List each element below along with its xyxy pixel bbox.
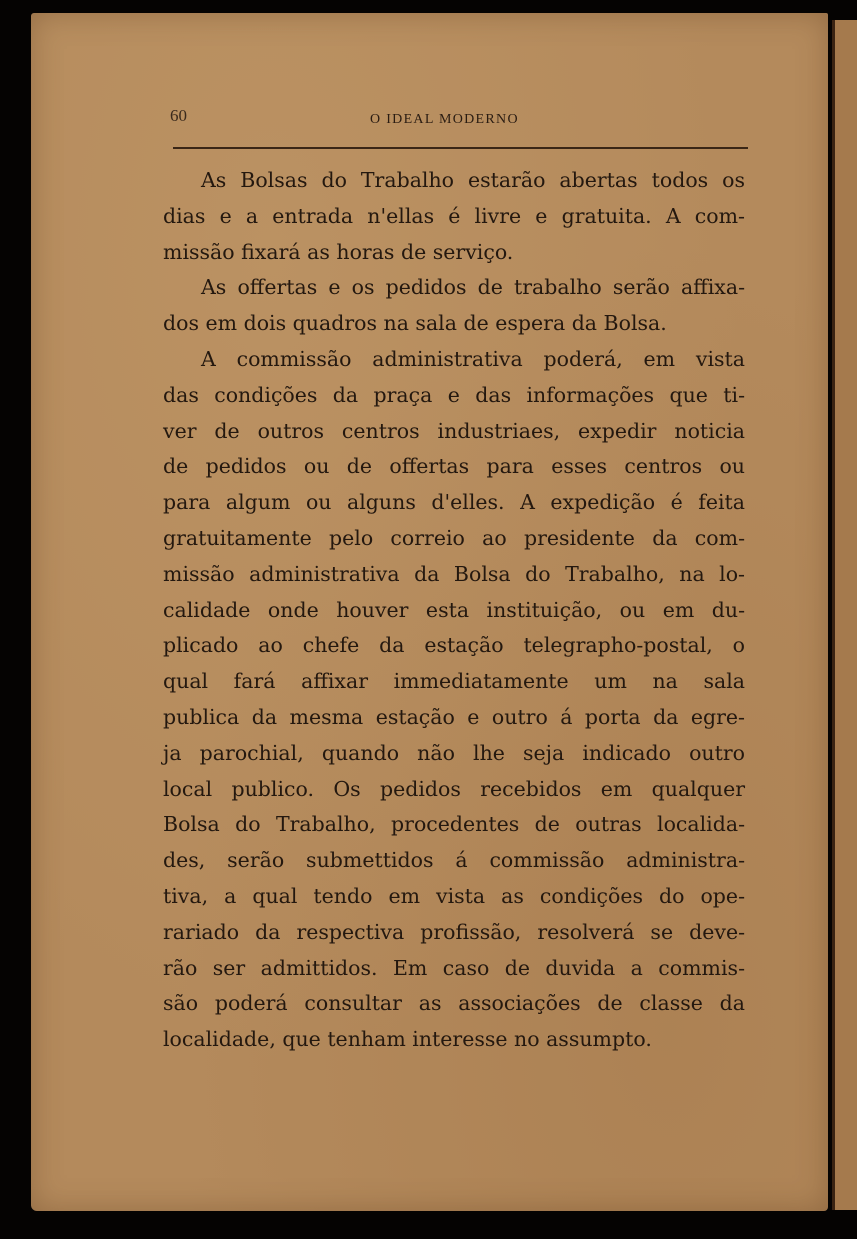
text-line: As offertas e os pedidos de trabalho serão affixa- <box>201 275 745 300</box>
text-line: dos em dois quadros na sala de espera da Bolsa. <box>163 311 667 336</box>
header-rule <box>173 147 748 149</box>
paragraph <box>163 163 745 270</box>
page-header <box>170 100 750 134</box>
text-line: plicado ao chefe da estação telegrapho-postal, o <box>163 633 745 658</box>
body-text <box>163 163 745 1058</box>
text-line: localidade, que tenham interesse no assumpto. <box>163 1027 652 1052</box>
text-line: rão ser admittidos. Em caso de duvida a commis- <box>163 955 745 980</box>
text-line: As Bolsas do Trabalho estarão abertas todos os <box>201 168 745 192</box>
text-line: ja parochial, quando não lhe seja indicado outro <box>163 740 745 765</box>
text-line: missão fixará as horas de serviço. <box>163 239 514 264</box>
text-line: A commissão administrativa poderá, em vista <box>201 346 745 371</box>
page-number: 60 <box>170 106 187 125</box>
text-line: ver de outros centros industriaes, expedir noticia <box>163 418 745 443</box>
text-line: calidade onde houver esta instituição, ou em du- <box>163 597 745 622</box>
text-line: tiva, a qual tendo em vista as condições do ope- <box>163 883 745 908</box>
text-line: gratuitamente pelo correio ao presidente da com- <box>163 525 745 550</box>
adjacent-page-edge <box>832 20 857 1210</box>
text-line: para algum ou alguns d'elles. A expedição é feita <box>163 490 745 515</box>
text-line: publica da mesma estação e outro á porta da egre- <box>163 704 745 729</box>
text-line: local publico. Os pedidos recebidos em qualquer <box>163 776 745 801</box>
text-line: de pedidos ou de offertas para esses centros ou <box>163 454 745 479</box>
text-line: Bolsa do Trabalho, procedentes de outras localida- <box>163 812 745 837</box>
paragraph <box>163 342 745 1058</box>
text-line: qual fará affixar immediatamente um na sala <box>163 669 745 694</box>
running-title: O IDEAL MODERNO <box>370 112 519 127</box>
paragraph <box>163 270 745 342</box>
text-line: são poderá consultar as associações de classe da <box>163 991 745 1016</box>
text-line: missão administrativa da Bolsa do Trabalho, na lo- <box>163 561 745 586</box>
text-line: das condições da praça e das informações que ti- <box>163 382 745 407</box>
text-line: dias e a entrada n'ellas é livre e gratuita. A com- <box>163 203 745 228</box>
text-line: des, serão submettidos á commissão administra- <box>163 848 745 873</box>
text-line: rariado da respectiva profissão, resolverá se deve- <box>163 919 745 944</box>
